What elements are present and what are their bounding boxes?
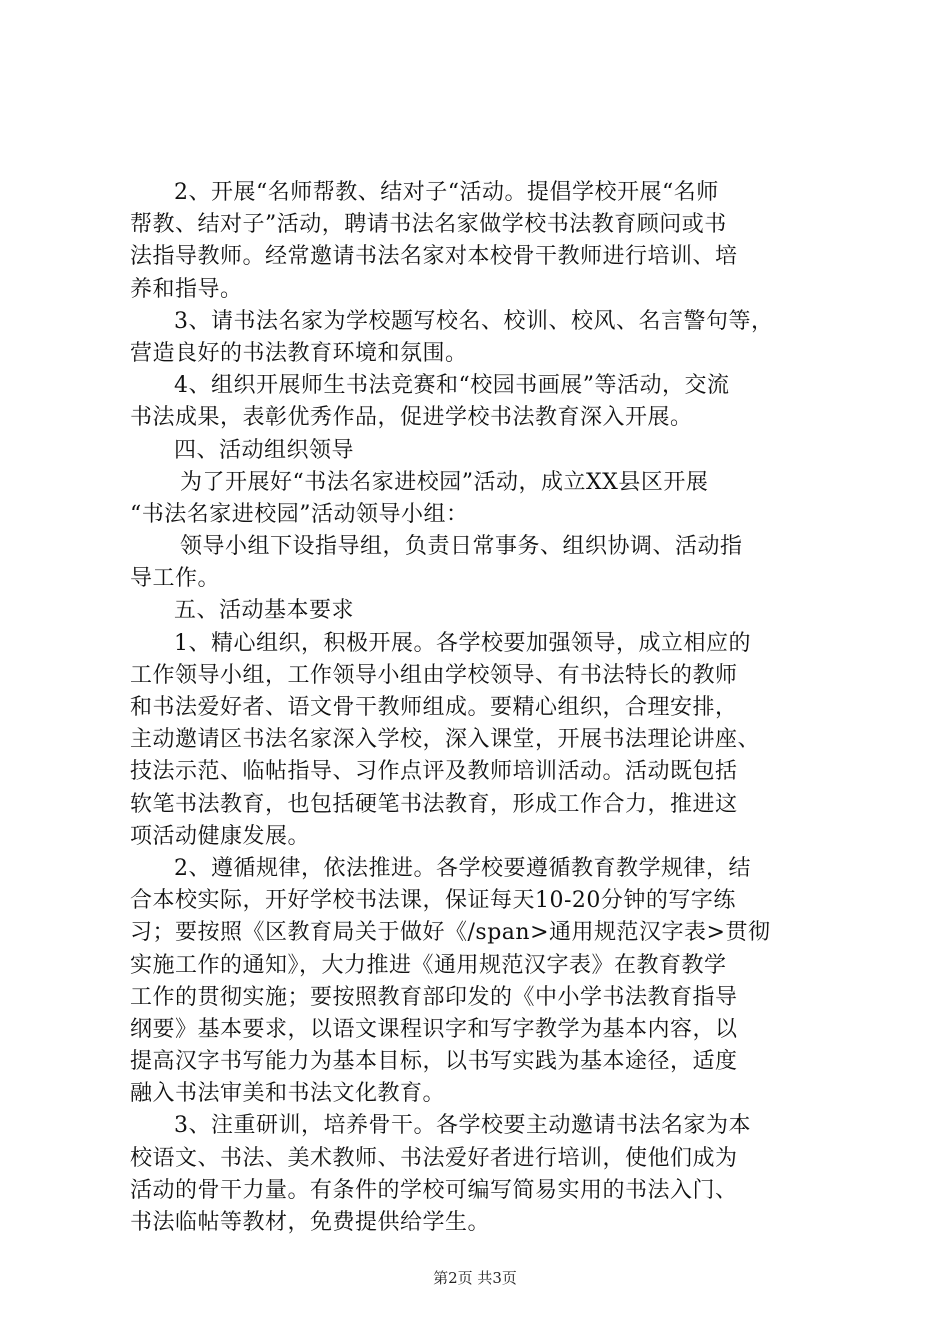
document-body [130, 177, 830, 1239]
text-line: 工作领导小组，工作领导小组由学校领导、有书法特长的教师 [130, 662, 738, 688]
text-line: 书法成果，表彰优秀作品，促进学校书法教育深入开展。 [130, 405, 693, 431]
text-line: 纲要》基本要求，以语文课程识字和写字教学为基本内容，以 [130, 1016, 738, 1042]
text-line: 导工作。 [130, 566, 221, 592]
text-line: 法指导教师。经常邀请书法名家对本校骨干教师进行培训、培 [130, 244, 738, 270]
text-line: 活动的骨干力量。有条件的学校可编写简易实用的书法入门、 [130, 1177, 738, 1203]
text-line: 技法示范、临帖指导、习作点评及教师培训活动。活动既包括 [130, 759, 738, 785]
text-line: 2、开展“名师帮教、结对子“活动。提倡学校开展“名师 [174, 180, 719, 205]
text-line: 和书法爱好者、语文骨干教师组成。要精心组织，合理安排， [130, 695, 738, 720]
text-line: 五、活动基本要求 [174, 598, 355, 624]
page-footer: 第2页 共3页 [433, 1269, 517, 1287]
text-line: 3、注重研训，培养骨干。各学校要主动邀请书法名家为本 [174, 1113, 751, 1139]
text-line: 主动邀请区书法名家深入学校，深入课堂，开展书法理论讲座、 [130, 727, 761, 753]
text-line: 合本校实际，开好学校书法课，保证每天10-20分钟的写字练 [130, 888, 736, 914]
text-line: 为了开展好“书法名家进校园”活动，成立XX县区开展 [180, 469, 709, 495]
text-line: 工作的贯彻实施；要按照教育部印发的《中小学书法教育指导 [130, 984, 738, 1010]
text-line: 领导小组下设指导组，负责日常事务、组织协调、活动指 [180, 534, 743, 560]
text-line: 1、精心组织，积极开展。各学校要加强领导，成立相应的 [174, 630, 751, 656]
text-line: 养和指导。 [130, 276, 243, 302]
text-line: 融入书法审美和书法文化教育。 [130, 1081, 446, 1107]
text-line: 4、组织开展师生书法竞赛和“校园书画展”等活动，交流 [174, 373, 730, 399]
text-line: 软笔书法教育，也包括硬笔书法教育，形成工作合力，推进这 [130, 791, 738, 817]
text-line: 营造良好的书法教育环境和氛围。 [130, 340, 468, 366]
text-line: 四、活动组织领导 [174, 437, 355, 463]
text-line: 实施工作的通知》，大力推进《通用规范汉字表》在教育教学 [130, 952, 727, 978]
text-line: 3、请书法名家为学校题写校名、校训、校风、名言警句等， [174, 308, 774, 334]
text-line: 提高汉字书写能力为基本目标，以书写实践为基本途径，适度 [130, 1049, 738, 1075]
text-line: “书法名家进校园”活动领导小组： [130, 501, 469, 527]
text-line: 项活动健康发展。 [130, 823, 311, 849]
text-line: 习；要按照《区教育局关于做好《/span>通用规范汉字表>贯彻 [130, 920, 771, 946]
text-line: 书法临帖等教材，免费提供给学生。 [130, 1210, 491, 1235]
text-line: 帮教、结对子”活动，聘请书法名家做学校书法教育顾问或书 [130, 212, 727, 238]
text-line: 校语文、书法、美术教师、书法爱好者进行培训，使他们成为 [130, 1145, 738, 1171]
text-line: 2、遵循规律，依法推进。各学校要遵循教育教学规律，结 [174, 855, 751, 881]
